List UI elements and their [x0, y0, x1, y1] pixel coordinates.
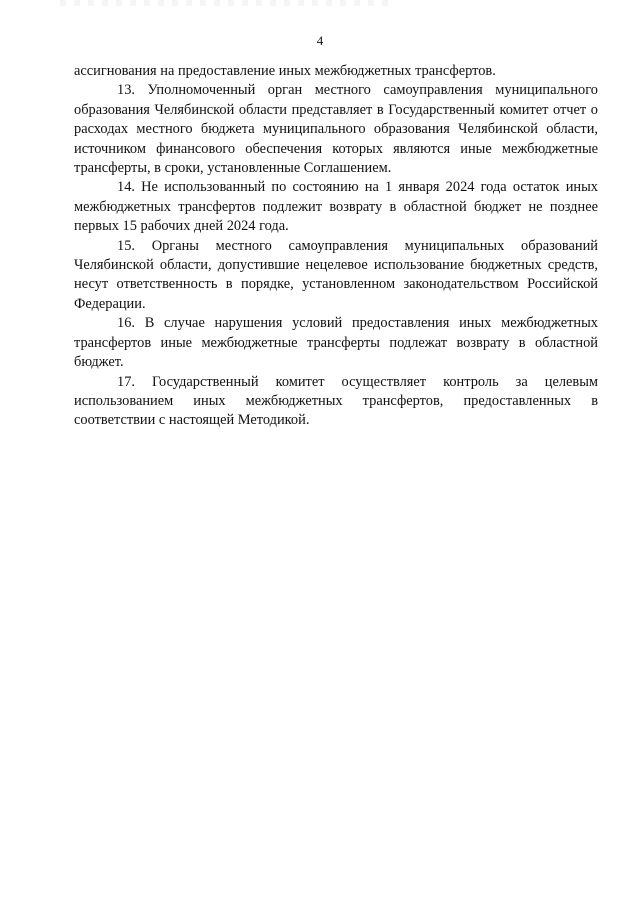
document-body: [74, 62, 598, 431]
paragraph-14: 14. Не использованный по состоянию на 1 января 2024 года остаток иных межбюджетных трансфертов подлежит возврату в областной бюджет не позднее первых 15 рабочих дней 2024 года.: [74, 179, 598, 235]
scan-artifact: [60, 0, 390, 6]
paragraph-15: 15. Органы местного самоуправления муниципальных образований Челябинской области, допустившие нецелевое использование бюджетных средств, несут ответственность в порядке, установленном законодательством Российской Федерации.: [74, 237, 598, 312]
paragraph-17: 17. Государственный комитет осуществляет контроль за целевым использованием иных межбюджетных трансфертов, предоставленных в соответствии с настоящей Методикой.: [74, 373, 598, 429]
paragraph-13: 13. Уполномоченный орган местного самоуправления муниципального образования Челябинской области представляет в Государственный комитет отчет о расходах местного бюджета муниципального образования Челябинской области, источником финансового обеспечения которых являются иные межбюджетные трансферты, в сроки, установленные Соглашением.: [74, 82, 598, 177]
paragraph-16: 16. В случае нарушения условий предоставления иных межбюджетных трансфертов иные межбюджетные трансферты подлежат возврату в областной бюджет.: [74, 315, 598, 371]
page-number: 4: [316, 33, 324, 48]
paragraph-continuation: ассигнования на предоставление иных межбюджетных трансфертов.: [74, 63, 496, 79]
